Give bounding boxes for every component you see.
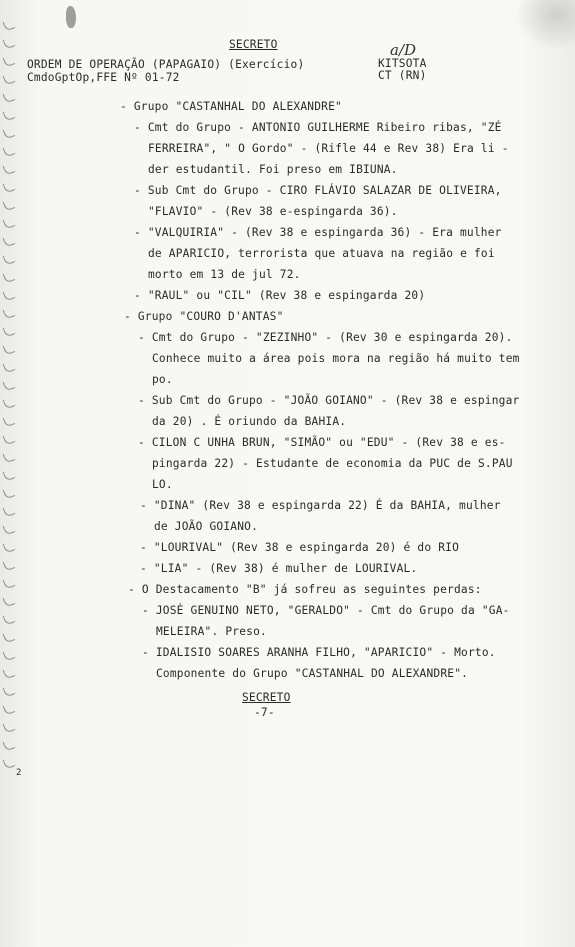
body-line: - Cmt do Grupo - ANTONIO GUILHERME Ribeiro ribas, "ZÉ [134, 121, 502, 134]
command-reference: CmdoGptOp,FFE Nº 01-72 [27, 71, 180, 84]
body-line: - Cmt do Grupo - "ZEZINHO" - (Rev 30 e espingarda 20). [138, 331, 513, 344]
binding-perforations [4, 20, 20, 780]
body-line: - "VALQUIRIA" - (Rev 38 e espingarda 36) - Era mulher [134, 226, 502, 239]
body-line: - Grupo "CASTANHAL DO ALEXANDRE" [120, 100, 342, 113]
addressee-line-1: KITSOTA [378, 57, 427, 70]
body-line: - Sub Cmt do Grupo - "JOÃO GOIANO" - (Rev 38 e espingar [138, 394, 520, 407]
body-line: - "DINA" (Rev 38 e espingarda 22) É da BAHIA, mulher [140, 499, 501, 512]
body-line: - Grupo "COURO D'ANTAS" [124, 310, 284, 323]
body-line: der estudantil. Foi preso em IBIUNA. [148, 163, 398, 176]
body-line: FERREIRA", " O Gordo" - (Rifle 44 e Rev 38) Era li - [148, 142, 509, 155]
body-line: Conhece muito a área pois mora na região há muito tem [152, 352, 520, 365]
ink-blotch [66, 6, 76, 28]
handwritten-initials: a/D [390, 41, 417, 59]
body-line: po. [152, 373, 173, 386]
body-line: morto em 13 de jul 72. [148, 268, 301, 281]
body-line: - JOSÉ GENUINO NETO, "GERALDO" - Cmt do Grupo da "GA- [142, 604, 510, 617]
classification-top: SECRETO [229, 38, 278, 51]
body-line: de JOÃO GOIANO. [154, 520, 259, 533]
body-line: MELEIRA". Preso. [156, 625, 267, 638]
classification-bottom: SECRETO [242, 691, 291, 704]
margin-mark: 2 [16, 768, 22, 778]
body-line: "FLAVIO" - (Rev 38 e-espingarda 36). [148, 205, 398, 218]
body-line: - "RAUL" ou "CIL" (Rev 38 e espingarda 20) [134, 289, 426, 302]
body-line: Componente do Grupo "CASTANHAL DO ALEXANDRE". [156, 667, 469, 680]
order-title: ORDEM DE OPERAÇÃO (PAPAGAIO) (Exercício) [27, 58, 305, 71]
body-line: - IDALISIO SOARES ARANHA FILHO, "APARICIO" - Morto. [142, 646, 496, 659]
body-line: - "LIA" - (Rev 38) é mulher de LOURIVAL. [140, 562, 418, 575]
body-line: da 20) . É oriundo da BAHIA. [152, 415, 347, 428]
addressee-line-2: CT (RN) [378, 69, 427, 82]
scan-smudge [515, 0, 575, 50]
body-line: - Sub Cmt do Grupo - CIRO FLÁVIO SALAZAR DE OLIVEIRA, [134, 184, 502, 197]
body-line: - CILON C UNHA BRUN, "SIMÃO" ou "EDU" - (Rev 38 e es- [138, 436, 506, 449]
body-line: LO. [152, 478, 173, 491]
body-line: pingarda 22) - Estudante de economia da PUC de S.PAU [152, 457, 513, 470]
body-line: - O Destacamento "B" já sofreu as seguintes perdas: [128, 583, 482, 596]
page-number: -7- [254, 706, 275, 719]
body-line: - "LOURIVAL" (Rev 38 e espingarda 20) é do RIO [140, 541, 460, 554]
body-line: de APARICIO, terrorista que atuava na região e foi [148, 247, 495, 260]
